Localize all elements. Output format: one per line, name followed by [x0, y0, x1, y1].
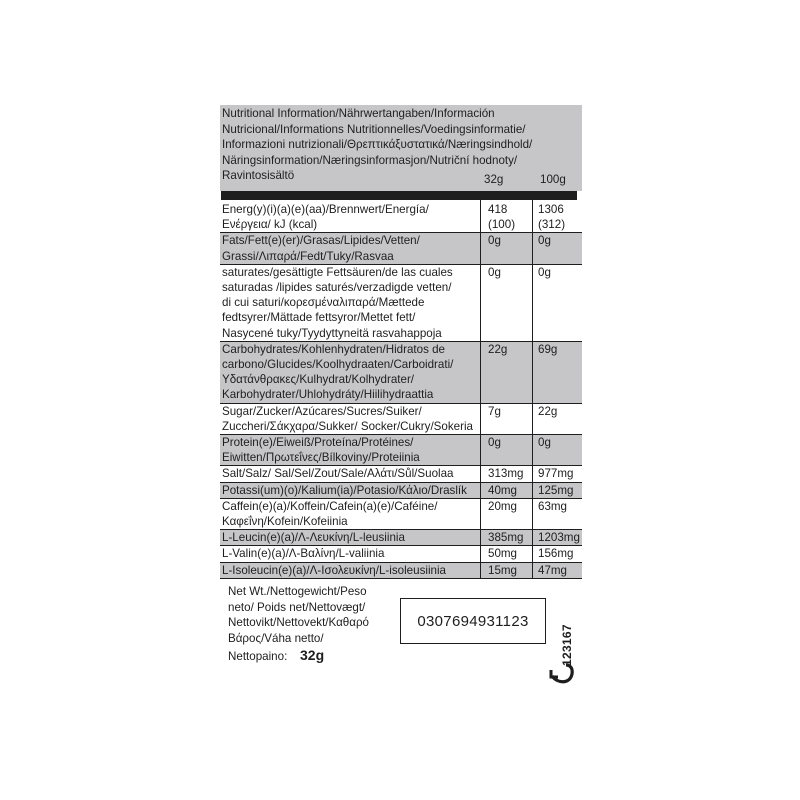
value-per-100g-line: 47mg [538, 563, 568, 577]
value-per-100g [533, 530, 583, 546]
value-per-32g [481, 482, 533, 498]
nutrition-table [220, 200, 582, 579]
value-per-32g-line: 20mg [488, 499, 518, 513]
nutrient-label [220, 466, 481, 482]
nutrient-label [220, 546, 481, 562]
column-header-100g: 100g [540, 173, 566, 186]
value-per-100g-line: (312) [538, 218, 566, 232]
value-per-100g [533, 264, 583, 341]
nutrient-label-line: Carbohydrates/Kohlenhydraten/Hidratos de [222, 342, 445, 356]
nutrient-label-line: Sugar/Zucker/Azúcares/Sucres/Suiker/ [222, 404, 422, 418]
value-per-32g [481, 466, 533, 482]
net-weight-line: Βάρος/Váha netto/ [228, 631, 324, 645]
curved-arrow-icon [548, 660, 578, 686]
value-per-100g-line: 1306 [538, 203, 564, 216]
value-per-100g [533, 435, 583, 466]
nutrition-row [220, 341, 582, 403]
nutrient-label-line: Zuccheri/Σάκχαρα/Sukker/ Socker/Cukry/Sokeria [222, 419, 473, 433]
value-per-100g-line: 125mg [538, 483, 574, 497]
nutrient-label-line: Salt/Salz/ Sal/Sel/Zout/Sale/Αλάτι/Sůl/Suolaa [222, 467, 454, 481]
value-per-32g [481, 264, 533, 341]
nutrition-row [220, 264, 582, 341]
nutrient-label-line: Eiwitten/Πρωτεΐνες/Bílkoviny/Proteiinia [222, 451, 420, 465]
nutrient-label [220, 403, 481, 434]
nutrient-label-line: di cui saturi/κορεσμέναλιπαρά/Mættede [222, 296, 425, 310]
nutrition-row [220, 562, 582, 578]
nutrient-label-line: Energ(y)(i)(a)(e)(aa)/Brennwert/Energía/ [222, 203, 429, 216]
lot-code-container [560, 604, 580, 666]
value-per-32g [481, 546, 533, 562]
nutrient-label [220, 482, 481, 498]
column-header-32g: 32g [484, 173, 504, 186]
header-text [222, 106, 572, 184]
value-per-32g [481, 403, 533, 434]
value-per-100g [533, 341, 583, 403]
nutrient-label [220, 200, 481, 233]
header-line: Informazioni nutrizionali/Θρεπτικάξυστατικά/Næringsindhold/ [222, 138, 533, 152]
value-per-100g-line: 0g [538, 265, 551, 279]
nutrient-label [220, 233, 481, 264]
nutrition-row [220, 200, 582, 233]
nutrient-label-line: Potassi(um)(o)/Kalium(ia)/Potasio/Κάλιο/Draslík [222, 483, 467, 497]
value-per-32g [481, 233, 533, 264]
header-line: Nutritional Information/Nährwertangaben/Información [222, 107, 495, 120]
nutrition-row [220, 530, 582, 546]
value-per-32g-line: 40mg [488, 483, 518, 497]
value-per-100g-line: 156mg [538, 547, 574, 561]
nutrient-label-line: carbono/Glucides/Koolhydraaten/Carboidrati/ [222, 358, 454, 372]
nutrition-row [220, 498, 582, 529]
nutrition-header [220, 105, 582, 191]
nutrition-row [220, 466, 582, 482]
value-per-100g-line: 1203mg [538, 531, 580, 545]
nutrient-label [220, 264, 481, 341]
nutrient-label-line: Fats/Fett(e)(er)/Grasas/Lipides/Vetten/ [222, 234, 420, 248]
value-per-100g-line: 0g [538, 234, 551, 248]
value-per-32g-line: (100) [488, 218, 516, 232]
nutrition-row [220, 435, 582, 466]
header-line: Näringsinformation/Næringsinformasjon/Nutriční hodnoty/ [222, 153, 518, 167]
value-per-100g-line: 22g [538, 404, 558, 418]
value-per-100g [533, 498, 583, 529]
nutrient-label-line: L-Isoleucin(e)(a)/Λ-Ισολευκίνη/L-isoleusiinia [222, 563, 447, 577]
value-per-32g-line: 15mg [488, 563, 518, 577]
value-per-32g [481, 562, 533, 578]
value-per-32g [481, 530, 533, 546]
nutrient-label [220, 530, 481, 546]
value-per-32g-line: 22g [488, 342, 508, 356]
value-per-32g [481, 341, 533, 403]
value-per-32g-line: 0g [488, 234, 501, 248]
value-per-32g [481, 435, 533, 466]
value-per-32g-line: 418 [488, 203, 508, 216]
nutrient-label-line: saturadas /lipides saturés/verzadigde vetten/ [222, 281, 452, 295]
value-per-32g-line: 385mg [488, 531, 524, 545]
nutrient-label [220, 498, 481, 529]
nutrient-label-line: L-Valin(e)(a)/Λ-Βαλίνη/L-valiinia [222, 547, 385, 561]
barcode-number-box [400, 598, 546, 644]
value-per-32g-line: 0g [488, 436, 501, 450]
header-line: Ravintosisältö [222, 169, 295, 183]
nutrient-label-line: saturates/gesättigte Fettsäuren/de las cuales [222, 265, 453, 279]
value-per-100g [533, 546, 583, 562]
net-weight-line: Nettopaino: [228, 650, 288, 664]
nutrition-row [220, 403, 582, 434]
net-weight-line: Nettovikt/Nettovekt/Καθαρό [228, 616, 370, 630]
value-per-100g-line: 63mg [538, 499, 568, 513]
net-weight-line: neto/ Poids net/Nettovægt/ [228, 600, 366, 614]
value-per-32g-line: 313mg [488, 467, 524, 481]
nutrition-row [220, 546, 582, 562]
nutrient-label-line: Karbohydrater/Uhlohydráty/Hiilihydraattia [222, 388, 434, 402]
value-per-32g-line: 0g [488, 265, 501, 279]
nutrient-label-line: Ενέργεια/ kJ (kcal) [222, 218, 318, 232]
value-per-100g [533, 482, 583, 498]
net-weight-value: 32g [300, 647, 325, 663]
net-weight-line: Net Wt./Nettogewicht/Peso [228, 585, 367, 598]
value-per-100g-line: 69g [538, 342, 558, 356]
nutrient-label-line: Καφεΐνη/Kofein/Kofeiinia [222, 515, 348, 529]
lot-code: 123167 [560, 624, 574, 666]
value-per-100g-line: 0g [538, 436, 551, 450]
value-per-100g [533, 562, 583, 578]
nutrient-label-line: Caffein(e)(a)/Koffein/Cafein(a)(e)/Caféine/ [222, 499, 438, 513]
header-line: Nutricional/Informations Nutritionnelles/Voedingsinformatie/ [222, 122, 526, 136]
nutrient-label-line: Nasycené tuky/Tyydyttyneitä rasvahappoja [222, 326, 442, 340]
nutrient-label-line: L-Leucin(e)(a)/Λ-Λευκίνη/L-leusiinia [222, 531, 405, 545]
nutrient-label-line: fedtsyrer/Mättade fettsyror/Mettet fett/ [222, 311, 416, 325]
nutrient-label [220, 341, 481, 403]
nutrition-row [220, 233, 582, 264]
value-per-32g [481, 498, 533, 529]
value-per-100g [533, 200, 583, 233]
value-per-100g [533, 466, 583, 482]
heavy-divider [221, 191, 577, 200]
value-per-100g-line: 977mg [538, 467, 574, 481]
nutrient-label [220, 435, 481, 466]
nutrition-row [220, 482, 582, 498]
value-per-32g-line: 50mg [488, 547, 518, 561]
value-per-100g [533, 233, 583, 264]
nutrient-label-line: Grassi/Λιπαρά/Fedt/Tuky/Rasvaa [222, 249, 394, 263]
value-per-32g [481, 200, 533, 233]
nutrient-label-line: Υδατάνθρακες/Kulhydrat/Kolhydrater/ [222, 373, 415, 387]
nutrient-label [220, 562, 481, 578]
barcode-number: 0307694931123 [417, 612, 529, 630]
value-per-100g [533, 403, 583, 434]
nutrient-label-line: Protein(e)/Eiweiß/Proteína/Protéines/ [222, 436, 414, 450]
value-per-32g-line: 7g [488, 404, 501, 418]
nutrition-label [220, 105, 582, 579]
